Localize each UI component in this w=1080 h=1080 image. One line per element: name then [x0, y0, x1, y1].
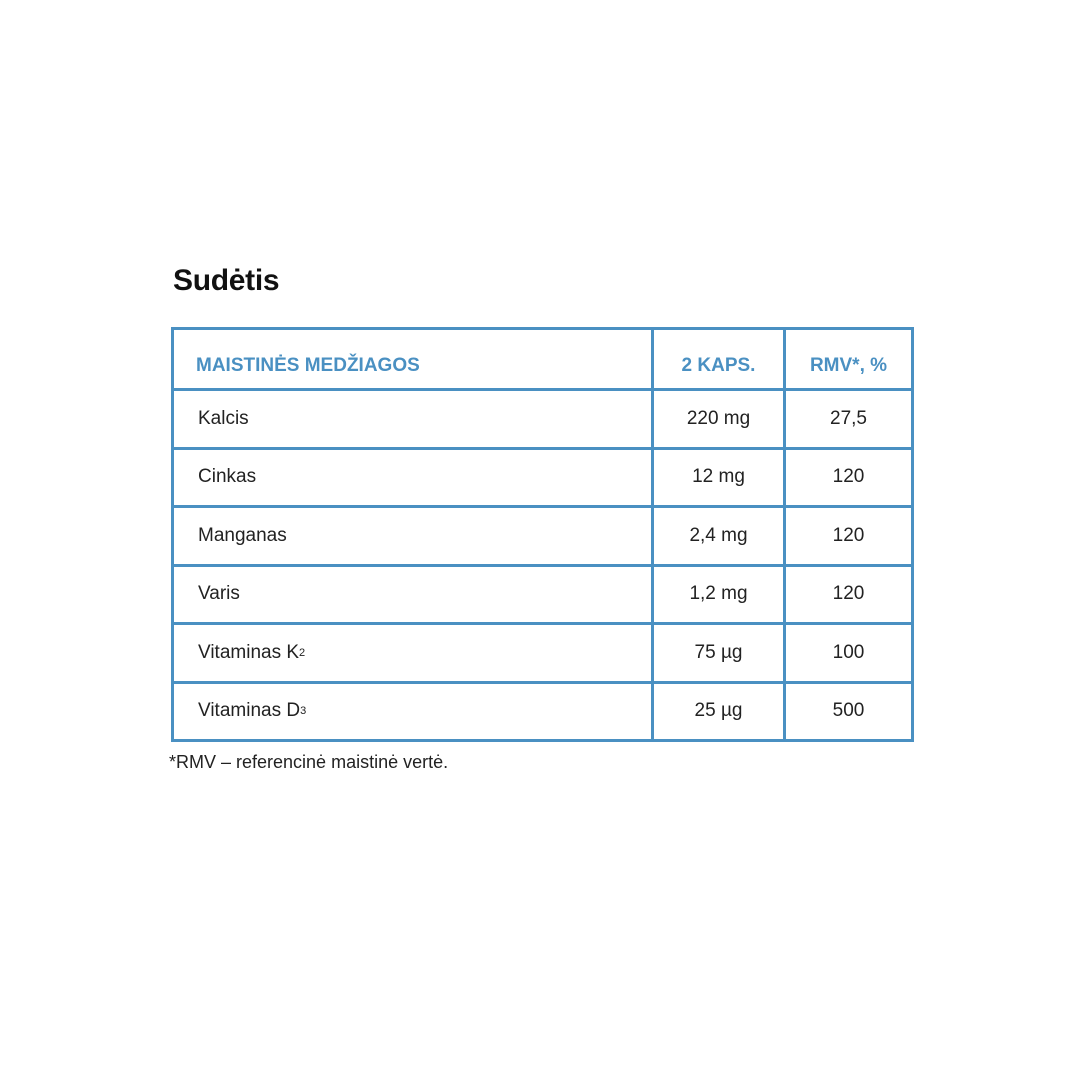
table-row [174, 564, 911, 623]
footnote: *RMV – referencinė maistinė vertė. [169, 752, 449, 772]
nutrient-rmv: 500 [783, 684, 911, 740]
page-title: Sudėtis [173, 264, 280, 297]
table-header-row [174, 330, 911, 388]
nutrient-amount: 2,4 mg [651, 508, 783, 564]
nutrient-rmv: 120 [783, 567, 911, 623]
nutrient-rmv: 100 [783, 625, 911, 681]
nutrient-rmv: 120 [783, 508, 911, 564]
table-row [174, 681, 911, 740]
nutrient-name: Kalcis [198, 407, 249, 429]
nutrient-amount: 75 µg [651, 625, 783, 681]
nutrient-amount: 220 mg [651, 391, 783, 447]
header-nutrient: MAISTINĖS MEDŽIAGOS [196, 355, 420, 376]
header-amount: 2 KAPS. [651, 330, 783, 388]
nutrient-name: Manganas [198, 524, 287, 546]
table-row [174, 447, 911, 506]
nutrition-table [171, 327, 914, 742]
nutrient-name: Varis [198, 583, 240, 605]
nutrient-rmv: 120 [783, 450, 911, 506]
nutrient-amount: 12 mg [651, 450, 783, 506]
nutrient-amount: 1,2 mg [651, 567, 783, 623]
table-row [174, 505, 911, 564]
table-row [174, 622, 911, 681]
nutrient-rmv: 27,5 [783, 391, 911, 447]
header-rmv: RMV*, % [783, 330, 911, 388]
nutrient-amount: 25 µg [651, 684, 783, 740]
nutrient-name: Vitaminas K 2 [198, 641, 306, 663]
nutrient-name: Vitaminas D 3 [198, 700, 307, 722]
table-row [174, 388, 911, 447]
nutrient-name: Cinkas [198, 466, 257, 488]
